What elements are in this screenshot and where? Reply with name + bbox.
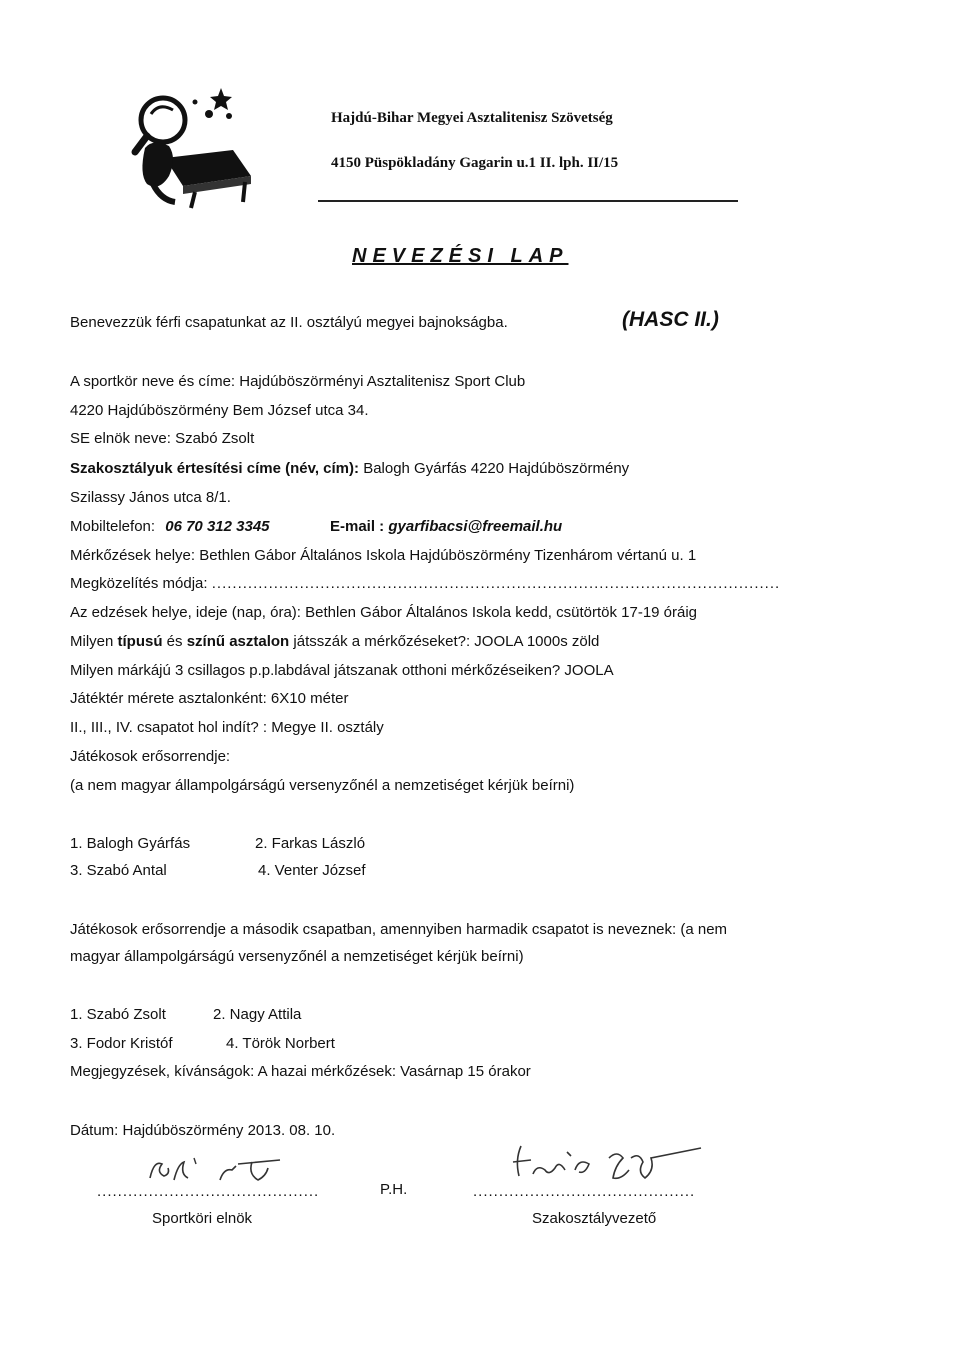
section-leader-label: Szakosztályvezető xyxy=(532,1210,657,1227)
contact-line xyxy=(70,460,629,477)
table-question-part: Milyen xyxy=(70,633,118,650)
header-divider xyxy=(318,200,738,202)
table-question-answer: játsszák a mérkőzéseket?: JOOLA 1000s zöld xyxy=(289,633,600,650)
contact-label: Szakosztályuk értesítési címe (név, cím): xyxy=(70,460,360,477)
club-president-line: SE elnök neve: Szabó Zsolt xyxy=(70,430,255,447)
email-value: gyarfibacsi@freemail.hu xyxy=(388,518,563,535)
access-dots: .............................................................................................................. xyxy=(211,575,781,592)
second-team-text-1: Játékosok erősorrendje a második csapatban, amennyiben harmadik csapatot is neveznek: (a nem xyxy=(70,921,728,938)
stamp-label: P.H. xyxy=(380,1181,408,1198)
phone-value: 06 70 312 3345 xyxy=(165,518,270,535)
section-leader-signature-line: ........................................... xyxy=(473,1183,696,1200)
teams-line: II., III., IV. csapatot hol indít? : Megye II. osztály xyxy=(70,719,384,736)
contact-address-line: Szilassy János utca 8/1. xyxy=(70,489,231,506)
document-title: NEVEZÉSI LAP xyxy=(352,245,569,267)
access-label: Megközelítés módja: xyxy=(70,575,208,592)
team2-player-1: 1. Szabó Zsolt xyxy=(70,1006,166,1023)
table-tennis-logo-icon xyxy=(125,80,265,210)
club-address-line: 4220 Hajdúböszörmény Bem József utca 34. xyxy=(70,402,369,419)
phone-label: Mobiltelefon: xyxy=(70,518,156,535)
president-signature-line: ........................................... xyxy=(97,1183,320,1200)
email-line xyxy=(330,518,562,535)
training-line: Az edzések helye, ideje (nap, óra): Bethlen Gábor Általános Iskola kedd, csütörtök 17-19 óráig xyxy=(70,604,698,621)
table-question-line xyxy=(70,633,599,650)
league-badge: (HASC II.) xyxy=(622,308,719,331)
org-name: Hajdú-Bihar Megyei Asztalitenisz Szövetség xyxy=(331,110,613,126)
president-label: Sportköri elnök xyxy=(152,1210,253,1227)
team1-player-1: 1. Balogh Gyárfás xyxy=(70,835,191,852)
table-question-part: és xyxy=(162,633,187,650)
remarks-line: Megjegyzések, kívánságok: A hazai mérkőzések: Vasárnap 15 órakor xyxy=(70,1063,531,1080)
club-name-line: A sportkör neve és címe: Hajdúböszörményi Asztalitenisz Sport Club xyxy=(70,373,526,390)
team1-player-2: 2. Farkas László xyxy=(255,835,366,852)
team2-player-4: 4. Török Norbert xyxy=(226,1035,335,1052)
date-line: Dátum: Hajdúböszörmény 2013. 08. 10. xyxy=(70,1122,336,1139)
contact-value: Balogh Gyárfás 4220 Hajdúböszörmény xyxy=(363,460,630,477)
team1-player-4: 4. Venter József xyxy=(258,862,366,879)
team2-player-2: 2. Nagy Attila xyxy=(213,1006,302,1023)
access-line xyxy=(70,575,780,592)
ball-line: Milyen márkájú 3 csillagos p.p.labdával játszanak otthoni mérkőzéseiken? JOOLA xyxy=(70,662,614,679)
team1-player-3: 3. Szabó Antal xyxy=(70,862,167,879)
email-label: E-mail : xyxy=(330,518,385,535)
player-order-label: Játékosok erősorrendje: xyxy=(70,748,231,765)
team2-player-3: 3. Fodor Kristóf xyxy=(70,1035,173,1052)
phone-line xyxy=(70,518,270,535)
nationality-note: (a nem magyar állampolgárságú versenyzőnél a nemzetiséget kérjük beírni) xyxy=(70,777,575,794)
section-leader-signature-icon xyxy=(505,1140,705,1188)
venue-line: Mérkőzések helye: Bethlen Gábor Általános Iskola Hajdúböszörmény Tizenhárom vértanú u. 1 xyxy=(70,547,697,564)
org-address: 4150 Püspökladány Gagarin u.1 II. lph. II/15 xyxy=(331,155,619,171)
table-question-bold-type: típusú xyxy=(117,633,163,650)
second-team-text-2: magyar állampolgárságú versenyzőnél a nemzetiséget kérjük beírni) xyxy=(70,948,524,965)
intro-text: Benevezzük férfi csapatunkat az ‌II. osztályú megyei bajnokságba. xyxy=(70,314,508,331)
table-question-bold-color: színű asztalon xyxy=(186,633,290,650)
space-line: Játéktér mérete asztalonként: 6X10 méter xyxy=(70,690,349,707)
